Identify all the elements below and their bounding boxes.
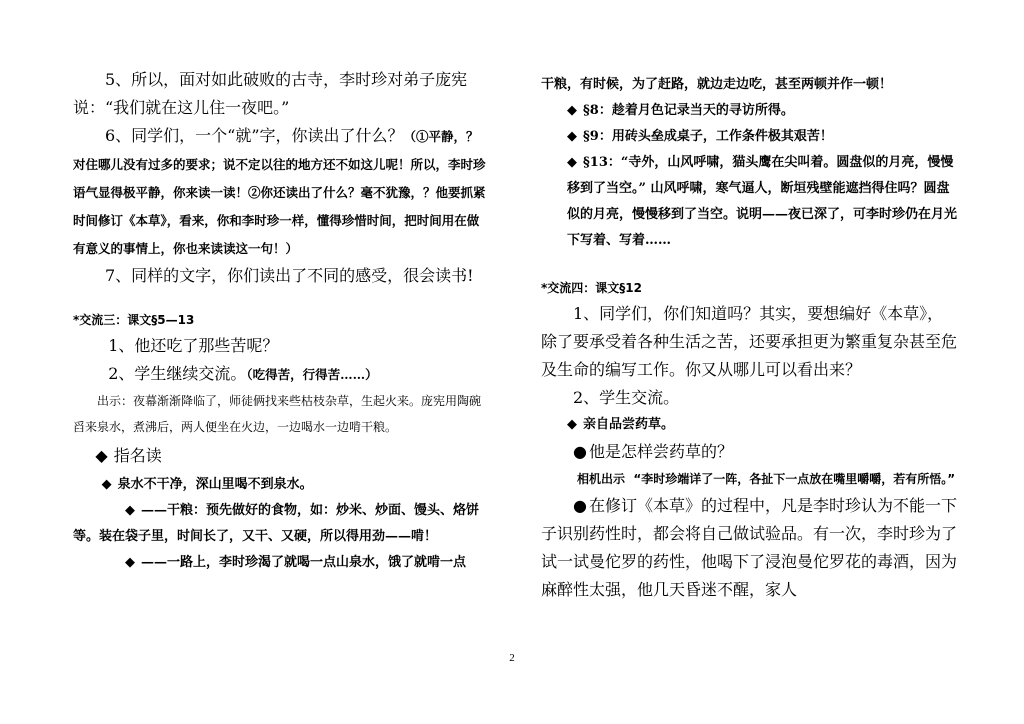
bullet-1 (73, 472, 491, 498)
bullet-s8-text: §8：趁着月色记录当天的寻访所得。 (583, 103, 794, 118)
bullet-taste-text: 亲自品尝药草。 (583, 417, 675, 432)
question-1: 1、同学们，你们知道吗？其实，要想编好《本草》，除了要承受着各种生活之苦，还要承担更为繁重复杂甚至危及生命的编写工作。你又从哪儿可以看出来？ (541, 304, 958, 379)
question-2: 2、学生交流。 (573, 388, 680, 407)
named-read (73, 440, 491, 472)
question-2-lead: 2、学生继续交流。 (108, 364, 247, 383)
paragraph-6 (73, 122, 491, 262)
dot-how-text: 他是怎样尝药草的？ (588, 442, 733, 461)
diamond-icon: ◆ (101, 477, 112, 492)
bullet-dot-icon: ● (573, 442, 587, 461)
diamond-icon: ◆ (95, 446, 108, 465)
bullet-s9-text: §9：用砖头垒成桌子，工作条件极其艰苦！ (583, 129, 833, 144)
paragraph-5: 5、所以，面对如此破败的古寺，李时珍对弟子庞宪说：“我们就在这儿住一夜吧。” (73, 70, 468, 117)
show-label: 相机出示 (577, 472, 626, 486)
bullet-s13-text: §13：“寺外，山风呼啸，猫头鹰在尖叫着。圆盘似的月亮，慢慢移到了当空。” 山风呼啸，寒气逼人，断垣残壁能遮挡得住吗？圆盘似的月亮，慢慢移到了当空。说明——夜已深了，可李时珍仍在月光下写着、写着…… (567, 155, 958, 248)
section-3-heading: *交流三：课文§5—13 (73, 313, 195, 327)
left-column (73, 66, 491, 576)
bullet-3 (73, 550, 491, 576)
bullet-1-text: 泉水不干净，深山里喝不到泉水。 (117, 477, 313, 492)
bullet-s13 (541, 150, 958, 254)
question-2 (73, 360, 491, 388)
bullet-s9 (541, 124, 958, 150)
dot-how (541, 438, 958, 466)
question-1: 1、他还吃了那些苦呢？ (108, 336, 279, 355)
right-column (541, 72, 958, 604)
section-4-heading: *交流四：课文§12 (541, 281, 642, 295)
diamond-icon: ◆ (567, 129, 577, 144)
page-number: 2 (509, 652, 515, 664)
bullet-2-text: ——干粮：预先做好的食物，如：炒米、炒面、馒头、烙饼等。装在袋子里，时间长了，又干、又硬，所以得用劲——啃！ (73, 503, 480, 544)
diamond-icon: ◆ (567, 155, 577, 170)
paragraph-6-lead: 6、同学们，一个“就”字，你读出了什么？ (105, 126, 404, 145)
diamond-icon: ◆ (125, 503, 135, 518)
bullet-taste (541, 412, 958, 438)
bullet-s8 (541, 98, 958, 124)
paragraph-7: 7、同样的文字，你们读出了不同的感受，很会读书! (105, 266, 474, 285)
bullet-3-text: ——一路上，李时珍渴了就喝一点山泉水，饿了就啃一点 (141, 555, 467, 570)
bullet-dot-icon: ● (573, 496, 587, 515)
named-read-label: 指名读 (113, 446, 162, 465)
show-quote-text: “李时珍端详了一阵，各扯下一点放在嘴里嚼嚼，若有所悟。” (633, 472, 956, 486)
diamond-icon: ◆ (125, 555, 135, 570)
dot-revise-text: 在修订《本草》的过程中，凡是李时珍认为不能一下子识别药性时，都会将自己做试验品。有一次，李时珍为了试一试曼佗罗的药性，他喝下了浸泡曼佗罗花的毒酒，因为麻醉性太强，他几天昏迷不醒，家人 (541, 496, 958, 599)
diamond-icon: ◆ (567, 417, 577, 432)
show-text: 出示：夜幕渐渐降临了，师徒俩找来些枯枝杂草，生起火来。庞宪用陶碗舀来泉水，煮沸后，两人便坐在火边，一边喝水一边啃干粮。 (73, 394, 482, 434)
paragraph-6-explanation: （①平静，？对住哪儿没有过多的要求；说不定以往的地方还不如这儿呢！所以，李时珍语气显得极平静，你来读一读！②你还读出了什么？毫不犹豫，？他要抓紧时间修订《本草》，看来，你和李时珍一样，懂得珍惜时间，把时间用在做有意义的事情上，你也来读读这一句！） (73, 129, 486, 256)
show-quote (541, 466, 958, 492)
diamond-icon: ◆ (567, 103, 577, 118)
dot-revise (541, 492, 958, 604)
bullet-2 (73, 498, 491, 550)
question-2-note: （吃得苦，行得苦……） (246, 367, 378, 382)
continued-text: 干粮，有时候，为了赶路，就边走边吃，甚至两顿并作一顿！ (541, 77, 893, 92)
